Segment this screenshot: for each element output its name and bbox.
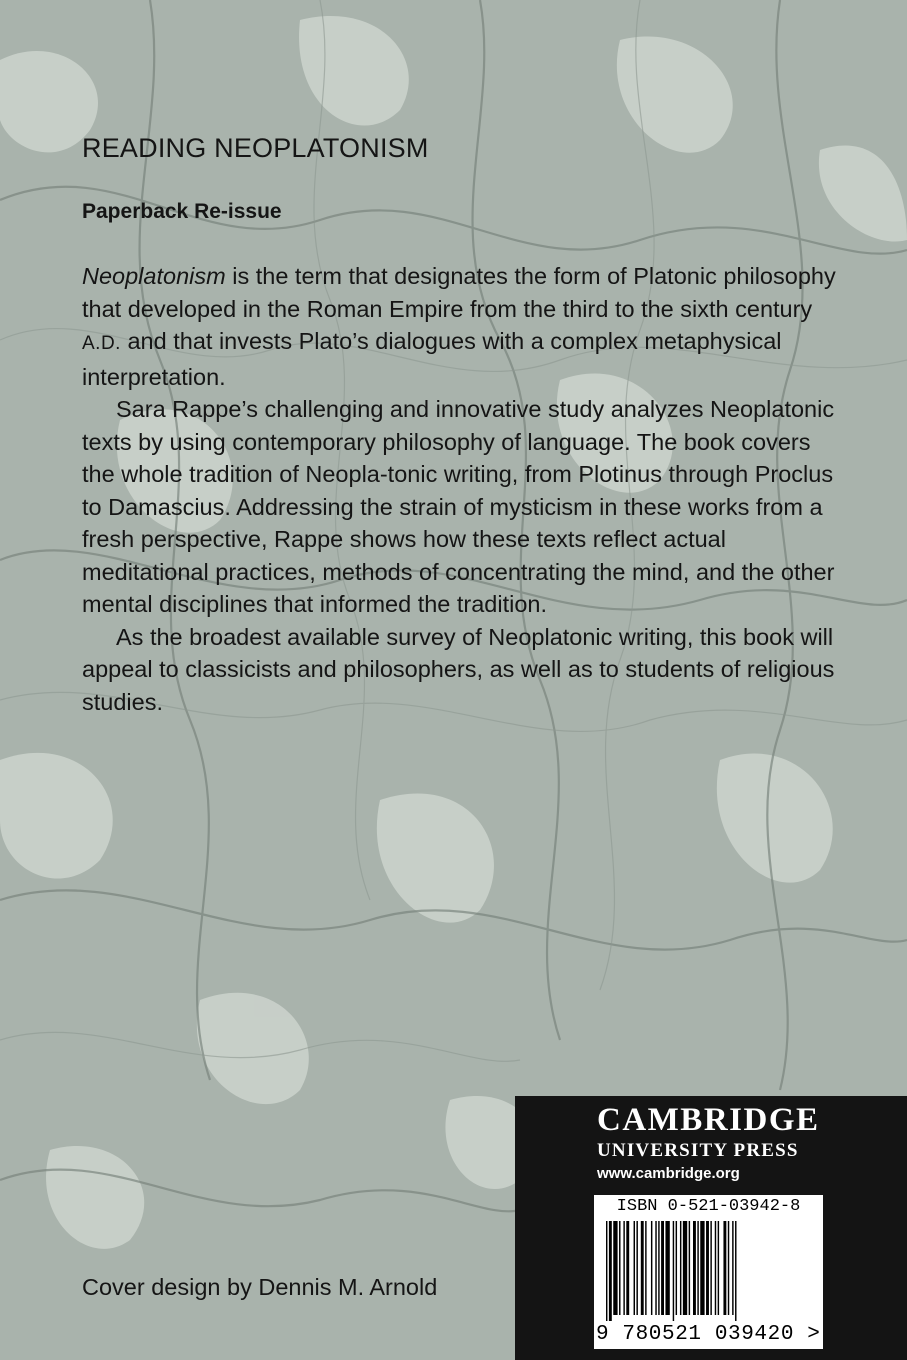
blurb-paragraph-1 <box>82 260 842 393</box>
barcode-bar <box>609 1221 612 1321</box>
cover-credit: Cover design by Dennis M. Arnold <box>82 1274 438 1300</box>
barcode-bar <box>636 1221 637 1315</box>
publisher-box <box>515 1096 907 1360</box>
edition-label: Paperback Re-issue <box>82 200 282 223</box>
barcode-bar <box>732 1221 733 1315</box>
barcode-bar <box>655 1221 656 1315</box>
barcode-bar <box>683 1221 687 1315</box>
barcode-bar <box>697 1221 698 1315</box>
blurb-era: A.D. <box>82 333 121 354</box>
blurb-text-1a: is the term that designates the form of Platonic philosophy that developed in the Roman Empire from the third to the sixth century <box>82 263 836 322</box>
ean-digits: 9 780521 039420 > <box>596 1323 821 1346</box>
barcode-bar <box>715 1221 716 1315</box>
blurb-text-1b: and that invests Plato’s dialogues with a complex metaphysical interpretation. <box>82 328 782 390</box>
barcode-bar <box>676 1221 677 1315</box>
barcode-bar <box>680 1221 681 1315</box>
barcode-bar <box>651 1221 652 1315</box>
barcode-bar <box>623 1221 624 1315</box>
barcode-bar <box>634 1221 635 1315</box>
publisher-name: CAMBRIDGE <box>597 1102 820 1138</box>
publisher-url: www.cambridge.org <box>597 1165 740 1182</box>
publisher-subtitle: UNIVERSITY PRESS <box>597 1140 799 1161</box>
barcode-bar <box>673 1221 674 1321</box>
barcode-bar <box>700 1221 704 1315</box>
book-title: READING NEOPLATONISM <box>82 133 429 163</box>
barcode-bar <box>613 1221 617 1315</box>
isbn-number: ISBN 0-521-03942-8 <box>616 1197 801 1216</box>
blurb-paragraph-3: As the broadest available survey of Neoplatonic writing, this book will appeal to classicists and philosophers, as well as to students of religious studies. <box>82 623 835 715</box>
blurb-term: Neoplatonism <box>82 263 226 289</box>
barcode-bar <box>658 1221 659 1315</box>
barcode-bar <box>723 1221 726 1315</box>
barcode-bars <box>602 1221 815 1321</box>
barcode-bar <box>619 1221 620 1315</box>
barcode-bar <box>693 1221 696 1315</box>
barcode-bar <box>689 1221 690 1315</box>
barcode-bar <box>645 1221 646 1315</box>
barcode-bar <box>665 1221 669 1315</box>
barcode-bar <box>735 1221 736 1321</box>
barcode-bar <box>606 1221 607 1321</box>
blurb-paragraph-2: Sara Rappe’s challenging and innovative study analyzes Neoplatonic texts by using contemporary philosophy of language. The book covers the whole tradition of Neopla-tonic writing, from Plotinus through Proclus to Damascius. Addressing the strain of mysticism in these works from a fresh perspective, Rappe shows how these texts reflect actual meditational practices, methods of concentrating the mind, and the other mental disciplines that informed the tradition. <box>82 396 835 617</box>
barcode-bar <box>710 1221 711 1315</box>
barcode-bar <box>706 1221 709 1315</box>
barcode-bar <box>728 1221 729 1315</box>
barcode-bar <box>641 1221 644 1315</box>
blurb <box>82 260 842 718</box>
isbn-barcode <box>594 1195 823 1349</box>
barcode-bar <box>718 1221 719 1315</box>
barcode-bar <box>661 1221 664 1315</box>
barcode-bar <box>626 1221 629 1315</box>
